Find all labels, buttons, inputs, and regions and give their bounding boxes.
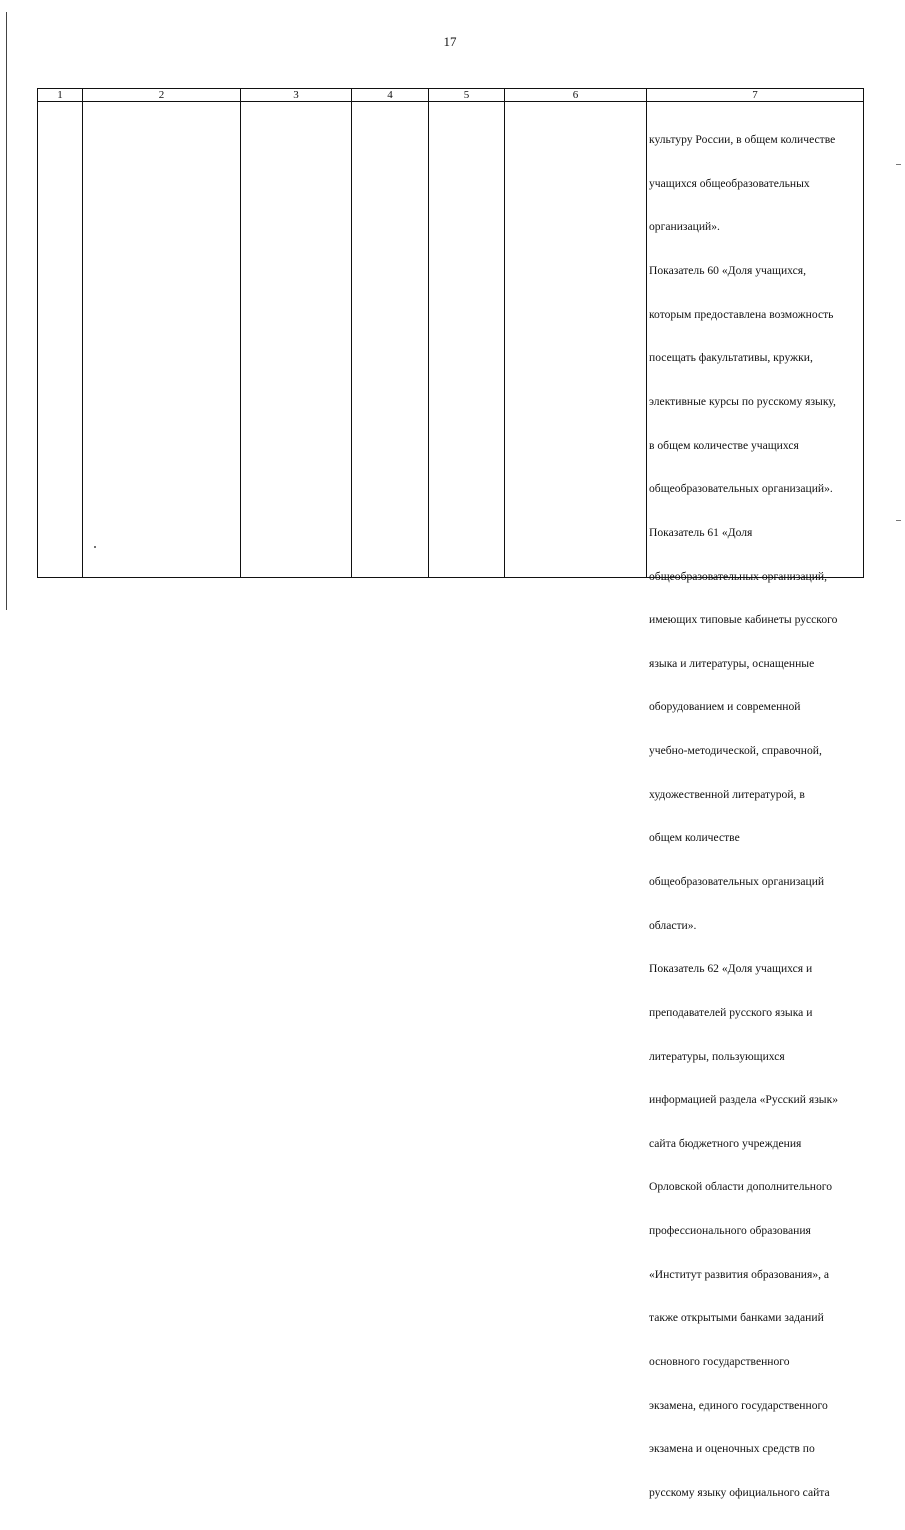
- text-line: организаций».: [649, 220, 720, 234]
- text-line: профессионального образования: [649, 1224, 811, 1238]
- text-line: области».: [649, 918, 697, 932]
- column-header-5: 5: [463, 89, 470, 101]
- column-header-4: 4: [387, 89, 393, 101]
- column-divider: [82, 89, 83, 577]
- text-line: посещать факультативы, кружки,: [649, 351, 813, 365]
- text-line: учебно-методической, справочной,: [649, 744, 822, 758]
- text-line: общеобразовательных организаций,: [649, 569, 827, 583]
- text-line: Показатель 61 «Доля: [649, 525, 753, 539]
- margin-mark: [896, 164, 901, 165]
- text-line: экзамена и оценочных средств по: [649, 1442, 815, 1456]
- text-line: имеющих типовые кабинеты русского: [649, 613, 838, 627]
- text-line: сайта бюджетного учреждения: [649, 1136, 802, 1150]
- text-line: которым предоставлена возможность: [649, 307, 834, 321]
- text-line: общеобразовательных организаций».: [649, 482, 833, 496]
- text-line: оборудованием и современной: [649, 700, 801, 714]
- text-line: также открытыми банками заданий: [649, 1311, 824, 1325]
- column-header-1: 1: [57, 89, 63, 101]
- column-divider: [240, 89, 241, 577]
- column-header-7: 7: [752, 89, 758, 101]
- text-line: общеобразовательных организаций: [649, 874, 825, 888]
- scan-speck: [94, 546, 96, 548]
- text-line: учащихся общеобразовательных: [649, 176, 810, 190]
- data-table: [37, 88, 864, 1499]
- text-line: художественной литературой, в: [649, 787, 805, 801]
- column-divider: [504, 89, 505, 577]
- column-header-2: 2: [158, 89, 165, 101]
- text-line: информацией раздела «Русский язык»: [649, 1093, 838, 1107]
- text-line: литературы, пользующихся: [649, 1049, 785, 1063]
- column-header-3: 3: [293, 89, 299, 101]
- text-line: экзамена, единого государственного: [649, 1398, 828, 1412]
- text-line: Показатель 62 «Доля учащихся и: [649, 962, 813, 976]
- text-line: культуру России, в общем количестве: [649, 133, 836, 147]
- text-line: «Институт развития образования», а: [649, 1267, 830, 1281]
- text-line: в общем количестве учащихся: [649, 438, 799, 452]
- page-edge-rule: [6, 12, 7, 610]
- text-line: русскому языку официального сайта: [649, 1485, 830, 1499]
- text-line: Орловской области дополнительного: [649, 1180, 833, 1194]
- column-7-text: [649, 104, 863, 1499]
- text-line: элективные курсы по русскому языку,: [649, 394, 836, 408]
- column-header-6: 6: [572, 89, 579, 101]
- column-divider: [646, 89, 647, 577]
- text-line: общем количестве: [649, 831, 740, 845]
- column-divider: [351, 89, 352, 577]
- text-line: языка и литературы, оснащенные: [649, 656, 815, 670]
- text-line: Показатель 60 «Доля учащихся,: [649, 264, 806, 278]
- margin-mark: [896, 520, 901, 521]
- header-divider: [38, 101, 863, 102]
- page-number: 17: [443, 34, 457, 49]
- column-divider: [428, 89, 429, 577]
- text-line: преподавателей русского языка и: [649, 1005, 813, 1019]
- text-line: основного государственного: [649, 1355, 790, 1369]
